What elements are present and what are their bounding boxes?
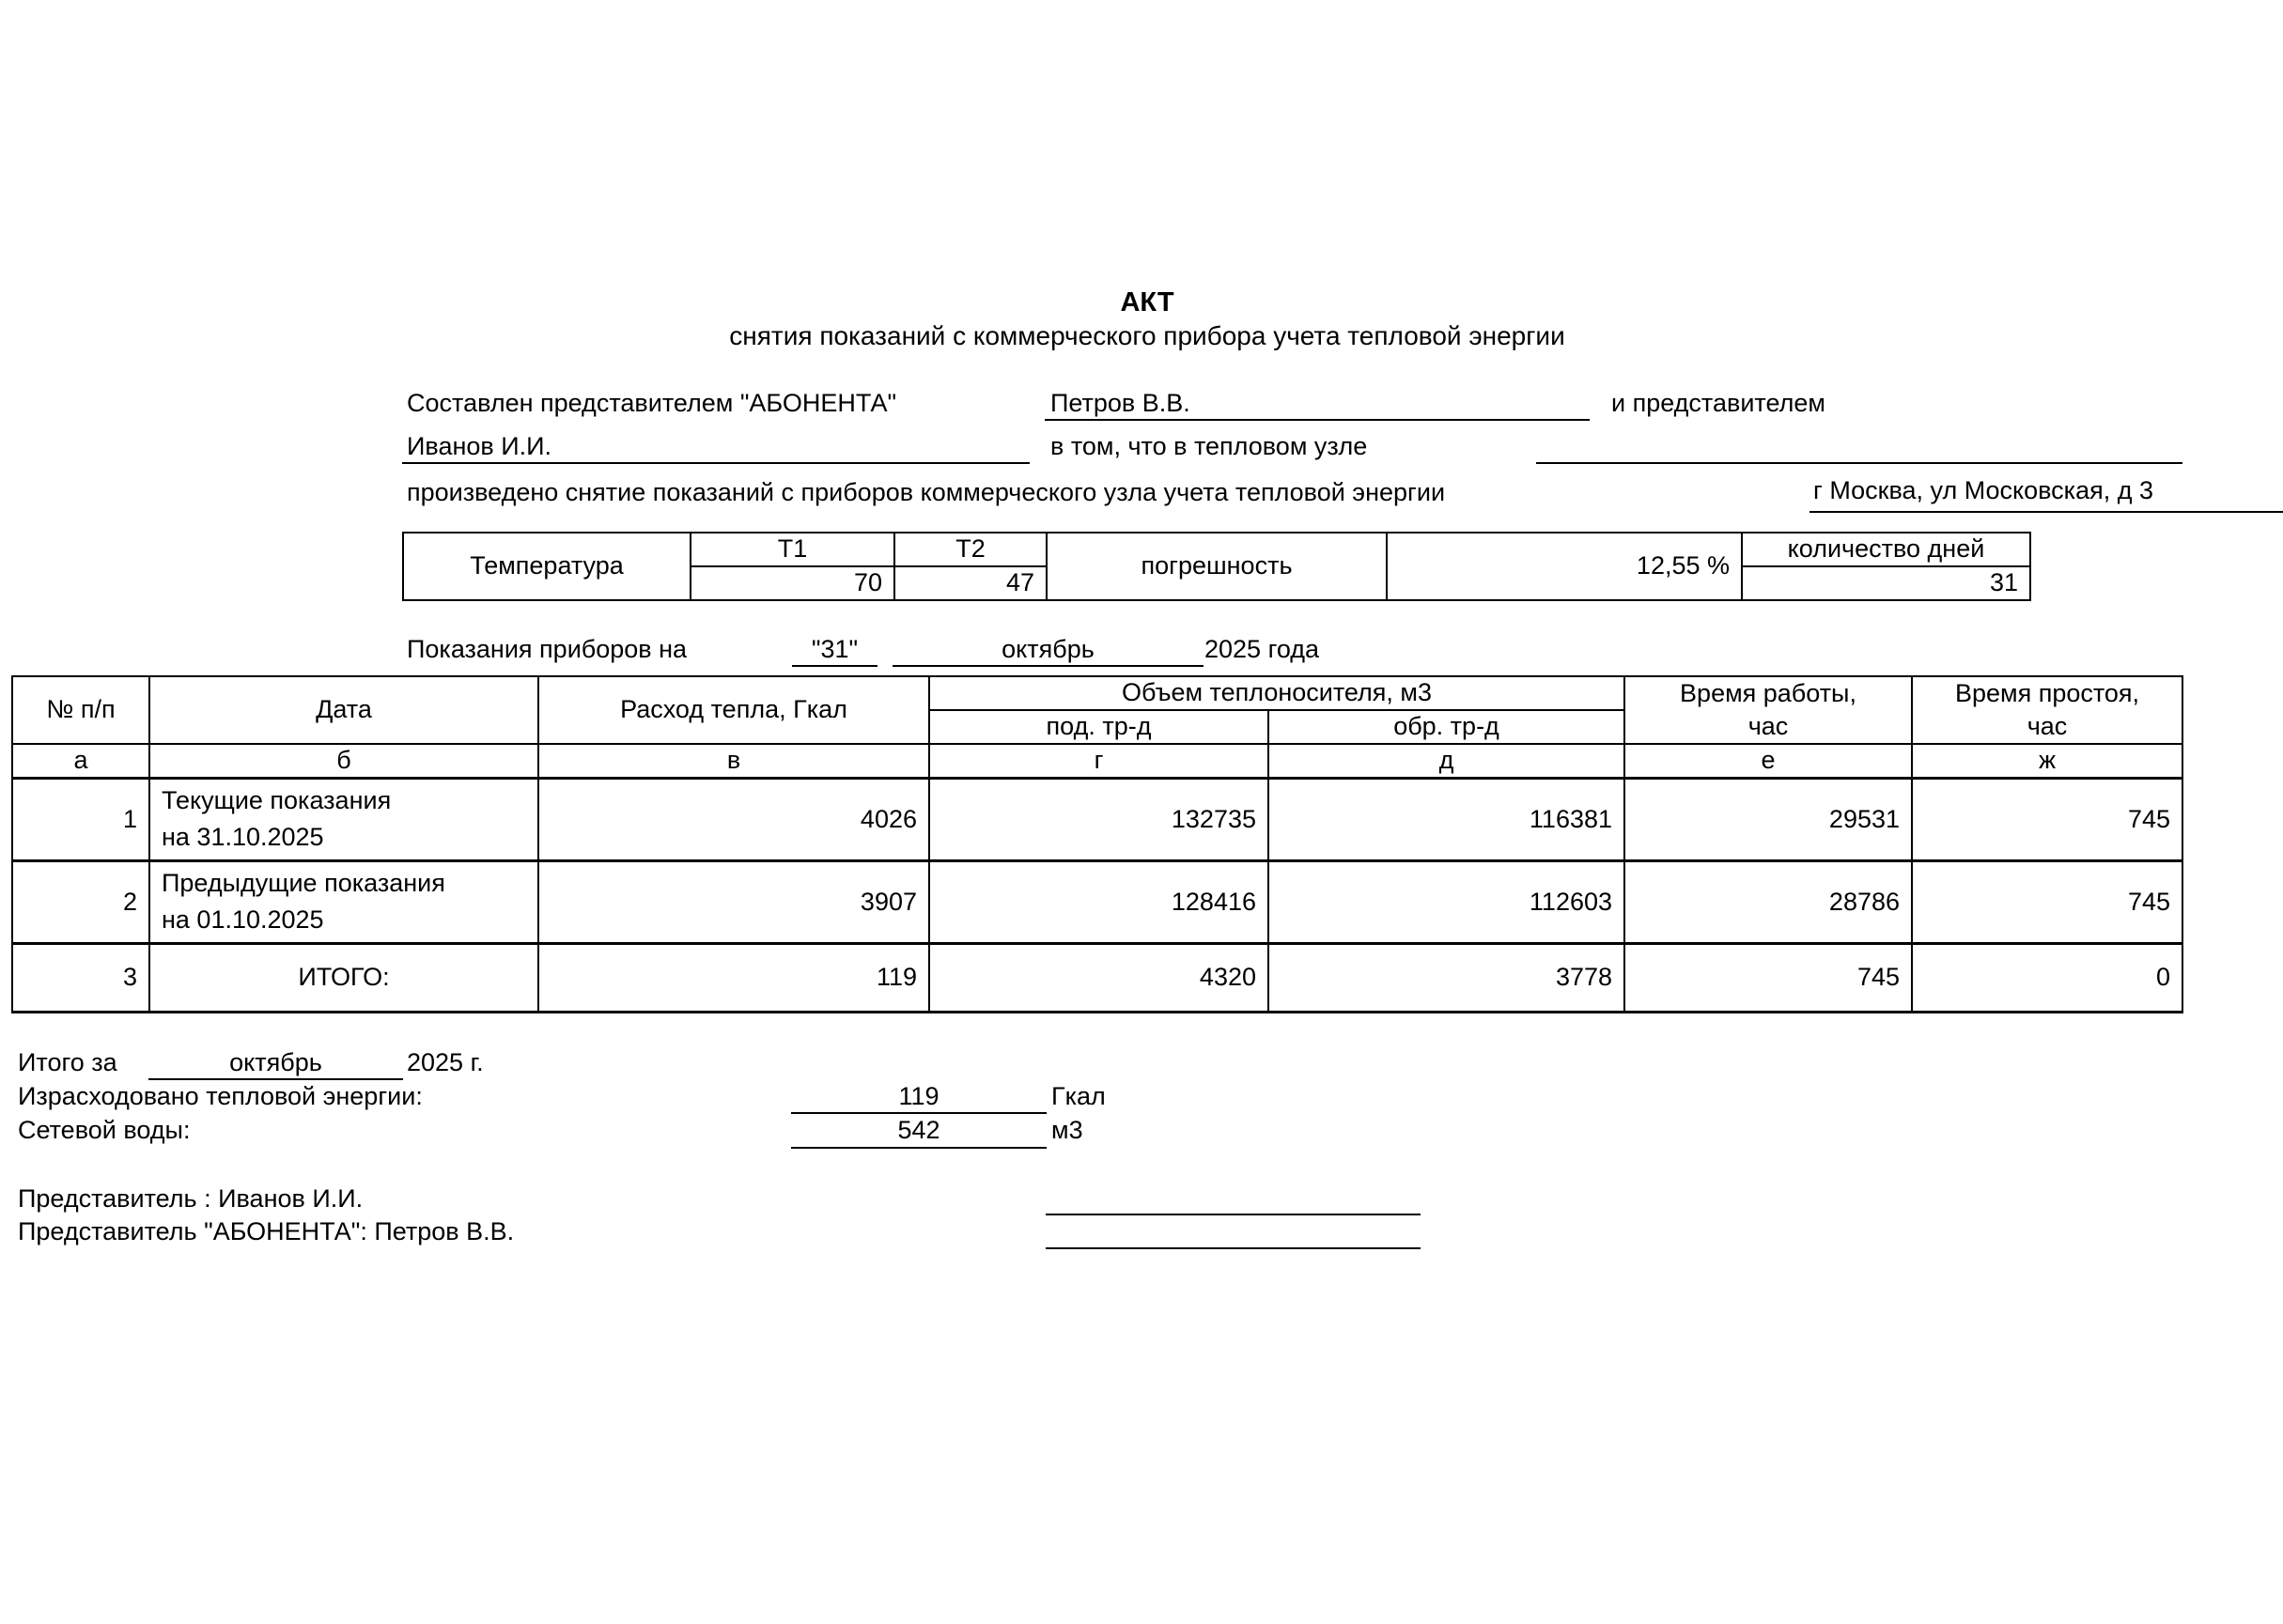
- total-for-label: Итого за: [18, 1048, 117, 1076]
- letter-zh: ж: [1912, 744, 2182, 778]
- signature-rep1-label: Представитель : Иванов И.И.: [18, 1184, 364, 1213]
- row-supply: 4320: [929, 943, 1268, 1012]
- header-return: обр. тр-д: [1268, 710, 1624, 744]
- row-return: 116381: [1268, 778, 1624, 860]
- subscriber-rep-name: Петров В.В.: [1050, 389, 1190, 417]
- letter-g: г: [929, 744, 1268, 778]
- error-value: 12,55 %: [1387, 533, 1742, 600]
- readings-year: 2025 года: [1204, 635, 1320, 663]
- readings-day-underline: [792, 665, 877, 667]
- error-label: погрешность: [1047, 533, 1387, 600]
- days-value: 31: [1742, 566, 2030, 600]
- readings-day: "31": [811, 635, 859, 663]
- letter-v: в: [538, 744, 929, 778]
- row-idle-time: 0: [1912, 943, 2182, 1012]
- row-date: Предыдущие показания на 01.10.2025: [149, 860, 538, 943]
- header-num: № п/п: [12, 676, 149, 744]
- row-heat: 3907: [538, 860, 929, 943]
- header-date: Дата: [149, 676, 538, 744]
- row-date: Текущие показания на 31.10.2025: [149, 778, 538, 860]
- address-underline: [1809, 511, 2283, 513]
- header-supply: под. тр-д: [929, 710, 1268, 744]
- row-idle-time: 745: [1912, 778, 2182, 860]
- row-idle-time: 745: [1912, 860, 2182, 943]
- table-row: [12, 778, 2182, 860]
- readings-table: [11, 675, 2183, 1013]
- network-water-label: Сетевой воды:: [18, 1116, 191, 1144]
- row-num: 3: [12, 943, 149, 1012]
- row-work-time: 28786: [1624, 860, 1912, 943]
- header-volume-group: Объем теплоносителя, м3: [929, 676, 1624, 710]
- subscriber-rep-underline: [1045, 419, 1590, 421]
- heat-node-label: в том, что в тепловом узле: [1050, 432, 1368, 460]
- row-supply: 132735: [929, 778, 1268, 860]
- header-work-time: Время работы, час: [1624, 676, 1912, 744]
- header-idle-time: Время простоя, час: [1912, 676, 2182, 744]
- document-subtitle: снятия показаний с коммерческого прибора учета тепловой энергии: [729, 321, 1565, 350]
- days-label: количество дней: [1742, 533, 2030, 566]
- readings-on-label: Показания приборов на: [407, 635, 688, 663]
- network-water-value: 542: [897, 1116, 940, 1144]
- supplier-rep-underline: [402, 462, 1030, 464]
- row-return: 3778: [1268, 943, 1624, 1012]
- water-unit: м3: [1051, 1116, 1083, 1144]
- table-row-total: [12, 943, 2182, 1012]
- letter-b: б: [149, 744, 538, 778]
- row-num: 2: [12, 860, 149, 943]
- network-water-underline: [791, 1147, 1047, 1149]
- total-month: октябрь: [229, 1048, 322, 1076]
- t2-label: Т2: [894, 533, 1047, 566]
- t1-label: Т1: [691, 533, 894, 566]
- heat-node-underline: [1536, 462, 2182, 464]
- temperature-label: Температура: [403, 533, 691, 600]
- signature-rep2-line[interactable]: [1046, 1247, 1421, 1249]
- letter-a: а: [12, 744, 149, 778]
- row-heat: 4026: [538, 778, 929, 860]
- readings-month-underline: [893, 665, 1204, 667]
- heat-unit: Гкал: [1051, 1082, 1106, 1110]
- signature-rep2-label: Представитель "АБОНЕНТА": Петров В.В.: [18, 1217, 515, 1245]
- supplier-rep-name: Иванов И.И.: [407, 432, 552, 460]
- and-representative-label: и представителем: [1611, 389, 1825, 417]
- signature-rep1-line[interactable]: [1046, 1214, 1421, 1215]
- readings-month: октябрь: [1002, 635, 1095, 663]
- address-value: г Москва, ул Московская, д 3: [1813, 476, 2153, 504]
- params-table: [402, 532, 2031, 601]
- row-return: 112603: [1268, 860, 1624, 943]
- heat-consumed-value: 119: [898, 1082, 940, 1110]
- letter-d: д: [1268, 744, 1624, 778]
- letters-row: [12, 744, 2182, 778]
- t2-value: 47: [894, 566, 1047, 600]
- total-year: 2025 г.: [407, 1048, 484, 1076]
- table-row: [12, 860, 2182, 943]
- t1-value: 70: [691, 566, 894, 600]
- heat-consumed-underline: [791, 1112, 1047, 1114]
- row-supply: 128416: [929, 860, 1268, 943]
- row-heat: 119: [538, 943, 929, 1012]
- row-work-time: 29531: [1624, 778, 1912, 860]
- total-month-underline: [148, 1078, 403, 1080]
- compiled-by-label: Составлен представителем "АБОНЕНТА": [407, 389, 897, 417]
- row-work-time: 745: [1624, 943, 1912, 1012]
- document-title: АКТ: [1120, 287, 1174, 317]
- header-heat: Расход тепла, Гкал: [538, 676, 929, 744]
- letter-e: е: [1624, 744, 1912, 778]
- row-num: 1: [12, 778, 149, 860]
- row-total-label: ИТОГО:: [149, 943, 538, 1012]
- heat-consumed-label: Израсходовано тепловой энергии:: [18, 1082, 423, 1110]
- readings-taken-label: произведено снятие показаний с приборов коммерческого узла учета тепловой энергии: [407, 478, 1446, 506]
